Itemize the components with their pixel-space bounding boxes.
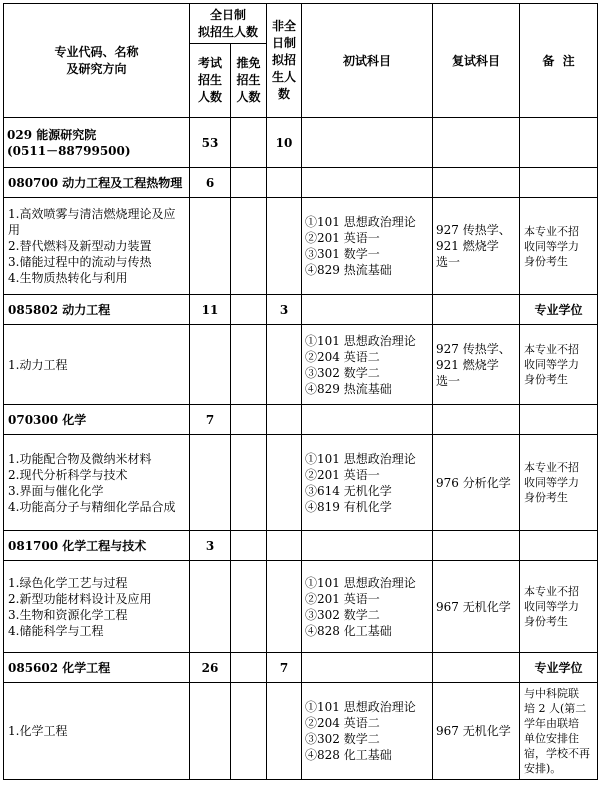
direction-item: 1.功能配合物及微纳米材料 [8, 451, 152, 466]
retest-item: 927 传热学、 [436, 223, 511, 237]
subject-item: ①101 思想政治理论 [305, 333, 416, 348]
major-empty-exam [302, 531, 433, 561]
major-degree-tag [520, 531, 598, 561]
major-degree-tag [520, 405, 598, 435]
major-title-row [4, 653, 598, 683]
subject-item: ④828 化工基础 [305, 748, 392, 762]
detail-empty-exempt [231, 683, 267, 780]
major-exam-count: 11 [190, 295, 231, 325]
research-directions [4, 435, 190, 531]
detail-empty-exempt [231, 198, 267, 295]
header-line: 拟招 [272, 53, 297, 67]
subject-item: ④829 热流基础 [305, 381, 392, 396]
detail-empty-parttime [267, 561, 302, 653]
admissions-table [3, 3, 598, 780]
remark-line: 身份考生 [524, 491, 569, 504]
header-line: 及研究方向 [66, 61, 127, 76]
subject-item: ②201 英语一 [305, 467, 380, 482]
remark-line: 本专业不招 [524, 585, 580, 598]
detail-empty-exempt [231, 325, 267, 405]
major-detail-row [4, 198, 598, 295]
major-empty-retest [433, 653, 520, 683]
major-exempt-count [231, 295, 267, 325]
retest-item: 921 燃烧学 [436, 357, 499, 372]
retest-subjects [433, 198, 520, 295]
header-line: 考试 [197, 56, 222, 70]
major-parttime-count: 3 [267, 295, 302, 325]
initial-exam-subjects [302, 683, 433, 780]
subject-item: ③301 数学一 [305, 247, 380, 261]
direction-item: 3.储能过程中的流动与传热 [8, 255, 152, 269]
subject-item: ②204 英语二 [305, 349, 380, 364]
remark-line: 身份考生 [524, 373, 569, 386]
retest-item: 选一 [436, 373, 461, 388]
research-directions [4, 198, 190, 295]
subject-item: ②201 英语一 [305, 231, 380, 245]
header-line: 数 [278, 87, 291, 101]
direction-item: 4.储能科学与工程 [8, 623, 104, 638]
subject-item: ④829 热流基础 [305, 263, 392, 277]
major-title-row [4, 531, 598, 561]
col-header-initial-exam: 初试科目 [302, 4, 433, 118]
subject-item: ①101 思想政治理论 [305, 215, 416, 229]
major-detail-row [4, 325, 598, 405]
major-empty-exam [302, 405, 433, 435]
retest-item: 921 燃烧学 [436, 239, 499, 253]
major-title: 085802 动力工程 [4, 295, 190, 325]
remark-line: 与中科院联 [524, 687, 580, 700]
detail-empty-exam [190, 561, 231, 653]
remark-note [520, 435, 598, 531]
subject-item: ④819 有机化学 [305, 499, 392, 514]
detail-empty-exempt [231, 435, 267, 531]
col-header-retest: 复试科目 [433, 4, 520, 118]
institute-exempt-count [231, 118, 267, 168]
major-empty-retest [433, 531, 520, 561]
subject-item: ③302 数学二 [305, 607, 380, 622]
subject-item: ③302 数学二 [305, 365, 380, 380]
institute-exam-count: 53 [190, 118, 231, 168]
major-degree-tag [520, 168, 598, 198]
col-header-major [4, 4, 190, 118]
major-title-row [4, 168, 598, 198]
remark-line: 宿，学校不再 [524, 747, 591, 760]
remark-line: 培 2 人(第二 [524, 702, 587, 715]
major-detail-row [4, 683, 598, 780]
header-line: 招生 [197, 73, 222, 87]
institute-phone: (0511－88799500) [7, 143, 131, 158]
header-line: 专业代码、名称 [54, 44, 139, 59]
retest-subjects [433, 683, 520, 780]
institute-row [4, 118, 598, 168]
header-line: 非全 [272, 19, 297, 33]
detail-empty-exempt [231, 561, 267, 653]
direction-item: 1.化学工程 [8, 724, 68, 738]
major-title: 080700 动力工程及工程热物理 [4, 168, 190, 198]
major-parttime-count [267, 531, 302, 561]
direction-item: 2.替代燃料及新型动力装置 [8, 239, 152, 253]
initial-exam-subjects [302, 561, 433, 653]
retest-subjects [433, 435, 520, 531]
major-detail-row [4, 561, 598, 653]
subject-item: ①101 思想政治理论 [305, 575, 416, 590]
major-exam-count: 26 [190, 653, 231, 683]
major-title: 070300 化学 [4, 405, 190, 435]
remark-line: 安排)。 [524, 762, 562, 775]
direction-item: 1.绿色化学工艺与过程 [8, 575, 128, 590]
subject-item: ③302 数学二 [305, 732, 380, 746]
major-parttime-count [267, 168, 302, 198]
retest-subjects [433, 561, 520, 653]
institute-cell [4, 118, 190, 168]
major-title-row [4, 295, 598, 325]
remark-line: 本专业不招 [524, 461, 580, 474]
retest-item: 927 传热学、 [436, 341, 511, 356]
direction-item: 3.生物和资源化学工程 [8, 607, 128, 622]
header-line: 日制 [272, 36, 297, 50]
header-line: 人数 [236, 90, 261, 104]
remark-note [520, 198, 598, 295]
initial-exam-subjects [302, 435, 433, 531]
subject-item: ②204 英语二 [305, 716, 380, 730]
institute-parttime-count: 10 [267, 118, 302, 168]
initial-exam-subjects [302, 325, 433, 405]
detail-empty-exam [190, 683, 231, 780]
remark-line: 本专业不招 [524, 343, 580, 356]
remark-line: 收同等学力 [524, 476, 580, 489]
col-header-remark: 备 注 [520, 4, 598, 118]
major-parttime-count [267, 405, 302, 435]
header-row-1 [4, 4, 598, 44]
institute-empty-remark [520, 118, 598, 168]
direction-item: 4.生物质热转化与利用 [8, 271, 128, 285]
research-directions [4, 561, 190, 653]
remark-note [520, 561, 598, 653]
header-line: 人数 [197, 90, 222, 104]
major-title-row [4, 405, 598, 435]
remark-line: 本专业不招 [524, 224, 580, 238]
major-empty-exam [302, 168, 433, 198]
remark-line: 身份考生 [524, 615, 569, 628]
detail-empty-parttime [267, 435, 302, 531]
direction-item: 2.现代分析科学与技术 [8, 467, 128, 482]
detail-empty-parttime [267, 683, 302, 780]
initial-exam-subjects [302, 198, 433, 295]
major-degree-tag: 专业学位 [520, 653, 598, 683]
subject-item: ①101 思想政治理论 [305, 451, 416, 466]
direction-item: 3.界面与催化化学 [8, 483, 104, 498]
major-empty-retest [433, 405, 520, 435]
research-directions [4, 325, 190, 405]
major-degree-tag: 专业学位 [520, 295, 598, 325]
direction-item: 4.功能高分子与精细化学品合成 [8, 499, 176, 514]
header-line: 生人 [272, 70, 297, 84]
major-exempt-count [231, 531, 267, 561]
major-parttime-count: 7 [267, 653, 302, 683]
direction-item: 1.动力工程 [8, 357, 68, 372]
institute-empty-exam [302, 118, 433, 168]
major-empty-exam [302, 653, 433, 683]
detail-empty-parttime [267, 325, 302, 405]
subject-item: ④828 化工基础 [305, 623, 392, 638]
col-header-exempt-admit [231, 44, 267, 118]
direction-item: 2.新型功能材料设计及应用 [8, 591, 152, 606]
header-line: 招生 [236, 73, 261, 87]
research-directions [4, 683, 190, 780]
major-detail-row [4, 435, 598, 531]
detail-empty-exam [190, 325, 231, 405]
detail-empty-exam [190, 435, 231, 531]
institute-name: 029 能源研究院 [7, 127, 97, 142]
header-line: 拟招生人数 [198, 24, 259, 39]
col-header-fulltime [190, 4, 267, 44]
header-line: 全日制 [210, 7, 247, 22]
retest-item: 选一 [436, 255, 461, 269]
retest-item: 967 无机化学 [436, 724, 511, 738]
col-header-parttime [267, 4, 302, 118]
retest-item: 976 分析化学 [436, 475, 511, 490]
detail-empty-exam [190, 198, 231, 295]
remark-line: 单位安排住 [524, 732, 580, 745]
major-empty-exam [302, 295, 433, 325]
remark-line: 收同等学力 [524, 600, 580, 613]
major-title: 081700 化学工程与技术 [4, 531, 190, 561]
col-header-exam-admit [190, 44, 231, 118]
institute-empty-retest [433, 118, 520, 168]
subject-item: ②201 英语一 [305, 591, 380, 606]
subject-item: ①101 思想政治理论 [305, 700, 416, 714]
major-exempt-count [231, 653, 267, 683]
remark-line: 学年由联培 [524, 717, 580, 730]
major-empty-retest [433, 168, 520, 198]
major-exam-count: 7 [190, 405, 231, 435]
direction-item: 1.高效喷雾与清洁燃烧理论及应用 [8, 207, 176, 237]
major-title: 085602 化学工程 [4, 653, 190, 683]
remark-line: 收同等学力 [524, 358, 580, 371]
major-empty-retest [433, 295, 520, 325]
remark-line: 身份考生 [524, 254, 569, 268]
remark-line: 收同等学力 [524, 239, 580, 253]
retest-item: 967 无机化学 [436, 599, 511, 614]
major-exam-count: 3 [190, 531, 231, 561]
remark-note [520, 683, 598, 780]
remark-note [520, 325, 598, 405]
detail-empty-parttime [267, 198, 302, 295]
major-exempt-count [231, 405, 267, 435]
header-line: 推免 [236, 56, 261, 70]
major-exempt-count [231, 168, 267, 198]
subject-item: ③614 无机化学 [305, 483, 392, 498]
retest-subjects [433, 325, 520, 405]
major-exam-count: 6 [190, 168, 231, 198]
